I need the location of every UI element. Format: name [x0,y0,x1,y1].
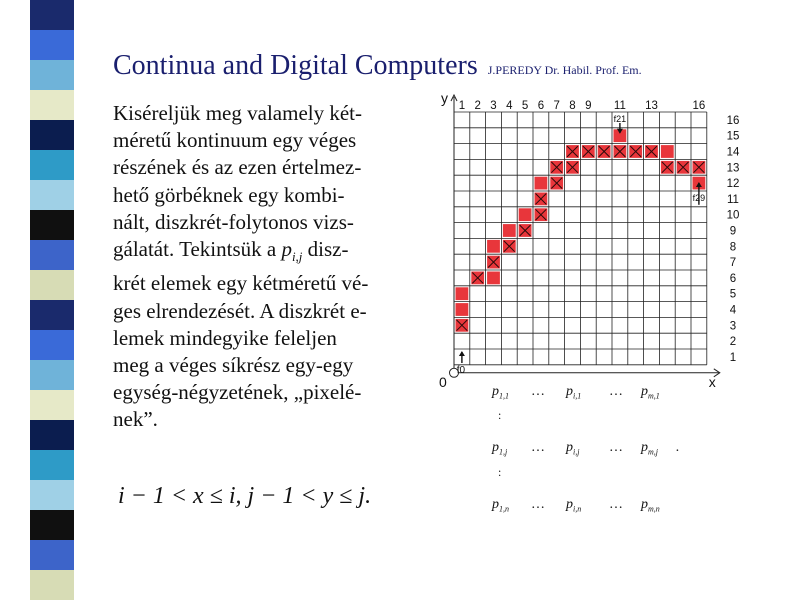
filled-pixel [456,303,469,316]
tag-label: f0 [456,365,466,376]
matrix-ellipsis: … [610,497,623,512]
origin-label: 0 [439,373,447,390]
matrix-entry: $p_{m,1}$ [641,384,660,401]
math-symbol-p: p [281,237,292,262]
row-label: 4 [729,304,737,317]
row-label: 7 [729,257,737,270]
formula: i − 1 < x ≤ i, j − 1 < y ≤ j. [118,483,372,509]
column-label: 5 [521,100,529,112]
body-line: lemek mindegyike feleljen [113,325,337,350]
matrix-ellipsis: … [532,440,545,455]
math-subscript: i,j [291,249,303,265]
y-axis-label: y [441,90,448,106]
matrix-period: . [676,440,680,455]
matrix-entry: $p_{1,n}$ [492,497,509,514]
column-label: 6 [537,100,545,112]
matrix-vertical-dots: : [498,465,502,479]
matrix-ellipsis: … [610,384,623,399]
column-label: 3 [490,100,497,112]
row-label: 14 [726,146,740,159]
tag-label: f21 [613,114,627,124]
row-label: 3 [729,320,737,333]
body-line: Kiséreljük meg valamely két- [113,101,362,125]
matrix-vertical-dots: : [498,408,502,422]
column-label: 4 [506,100,513,112]
matrix-entry: $p_{1,1}$ [492,384,509,401]
column-label: 9 [585,100,592,112]
body-line: részének és az ezen értelmez- [113,155,362,180]
body-line: hető görbéknek egy kombi- [113,182,345,207]
column-label: 11 [613,100,626,112]
column-label: 1 [458,100,466,112]
filled-pixel [519,208,532,221]
column-label: 2 [474,100,481,112]
body-line: ges elrendezését. A diszkrét e- [113,298,367,323]
body-line: méretű kontinuum egy véges [113,128,357,153]
matrix-entry: $p_{1,j}$ [492,440,508,457]
row-label: 1 [729,351,737,364]
x-axis-label: x [708,373,716,390]
row-label: 2 [729,336,737,349]
tag-label: f29 [692,193,706,203]
filled-pixel [487,272,500,285]
row-label: 13 [726,162,740,175]
row-label: 11 [727,193,739,206]
body-line: gálatát. Tekintsük a [113,237,282,262]
matrix-entry: $p_{i,j}$ [566,440,580,457]
filled-pixel [535,177,548,190]
tag-arrowhead [459,351,465,356]
filled-pixel [661,145,674,158]
row-label: 8 [729,241,737,254]
column-label: 13 [645,100,658,112]
body-line-tail: disz- [302,237,349,262]
column-label: 8 [569,100,576,112]
row-label: 16 [726,114,740,127]
body-line: egység-négyzetének, „pixelé- [113,380,362,405]
matrix-entry: $p_{m,j}$ [641,440,658,457]
matrix-ellipsis: … [610,440,623,455]
row-label: 10 [726,209,740,222]
matrix-entry: $p_{i,n}$ [566,497,582,514]
filled-pixel [503,224,516,237]
row-label: 15 [726,130,740,143]
column-label: 7 [553,100,560,112]
row-label: 12 [726,178,740,191]
filled-pixel [487,240,500,253]
row-label: 9 [729,225,737,238]
slide-title: Continua and Digital Computers [113,50,478,81]
matrix-entry: $p_{m,n}$ [641,497,660,514]
matrix-ellipsis: … [532,384,545,399]
column-label: 16 [692,100,706,112]
matrix-ellipsis: … [532,497,545,512]
body-line: nált, diszkrét-folytonos vizs- [113,209,354,234]
slide-author: J.PEREDY Dr. Habil. Prof. Em. [487,63,642,77]
matrix-entry: $p_{i,1}$ [566,384,582,401]
filled-pixel [456,287,469,300]
row-label: 6 [729,272,737,285]
body-line: nek”. [113,407,158,432]
body-line: meg a véges síkrész egy-egy [113,353,354,378]
row-label: 5 [729,288,737,301]
body-line: krét elemek egy kétméretű vé- [113,271,369,296]
